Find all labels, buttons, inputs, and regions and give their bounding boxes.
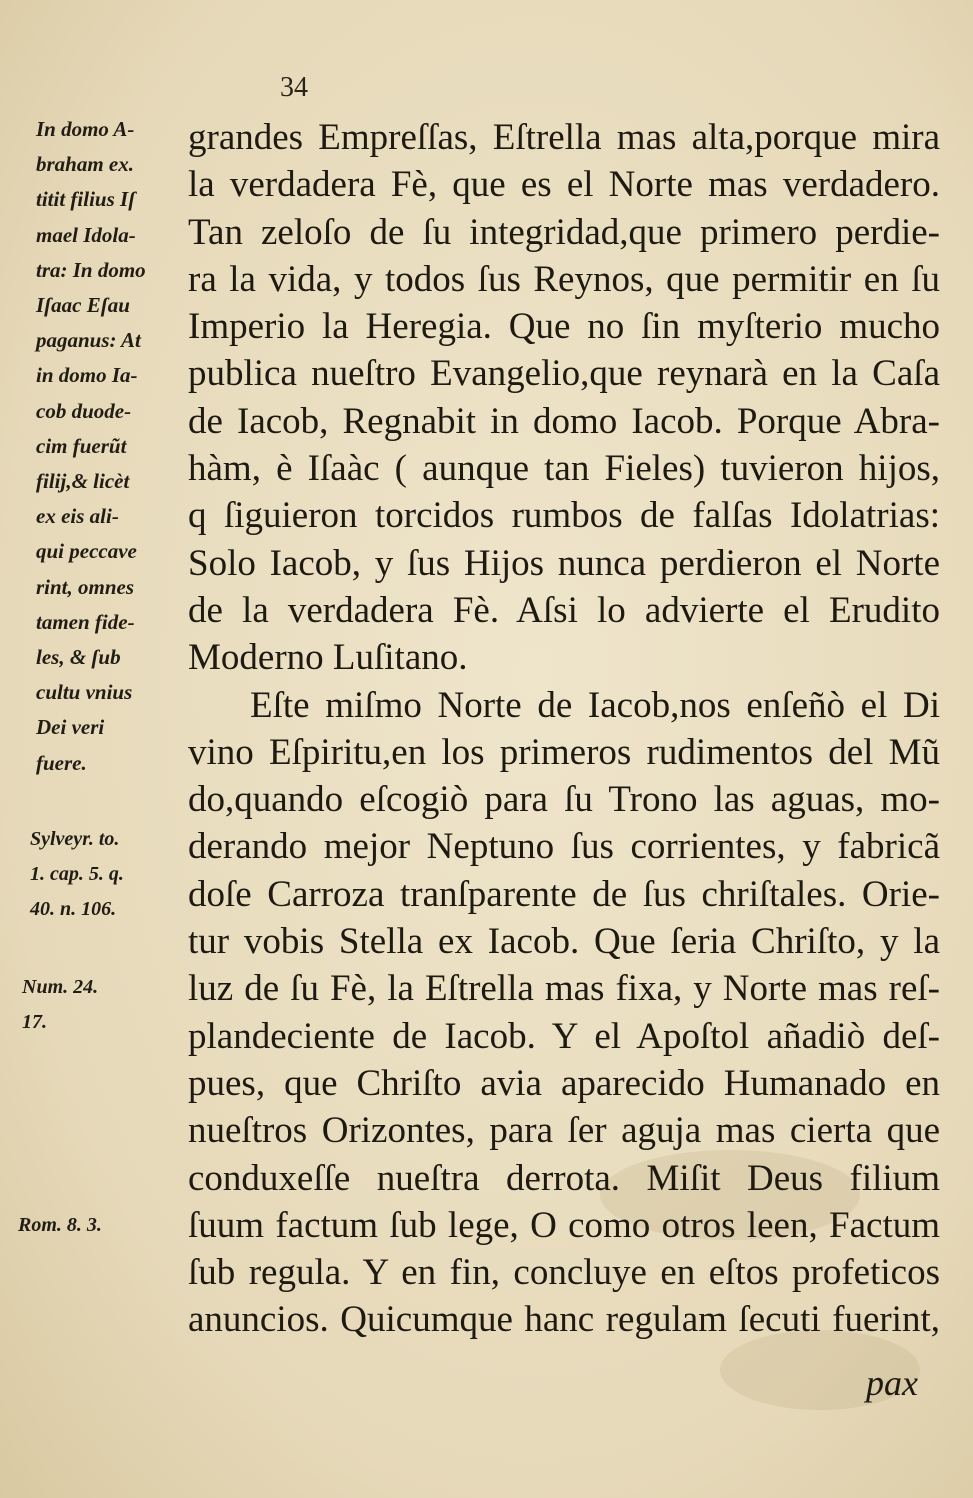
margin-line: Iſaac Eſau (36, 293, 130, 318)
text-line: q ſiguieron torcidos rumbos de falſas Idolatrias: (188, 495, 940, 537)
text-line: grandes Empreſſas, Eſtrella mas alta,porque mira (188, 117, 940, 158)
margin-line: qui peccave (36, 539, 137, 564)
margin-line: Num. 24. (22, 976, 99, 998)
margin-line: ex eis ali- (36, 504, 119, 529)
text-line: doſe Carroza tranſparente de ſus chriſtales. Orie- (188, 873, 940, 915)
text-line: vino Eſpiritu,en los primeros rudimentos del Mũ (188, 731, 940, 773)
text-line: conduxeſſe nueſtra derrota. Miſit Deus filium (188, 1157, 940, 1199)
margin-line: tra: In domo (36, 257, 146, 282)
margin-line: Dei veri (36, 715, 105, 740)
text-line: ra la vida, y todos ſus Reynos, que permitir en ſu (188, 258, 940, 300)
text-line: Imperio la Heregia. Que no ſin myſterio mucho (188, 306, 940, 348)
margin-line: fuere. (36, 750, 87, 775)
margin-line: cultu vnius (36, 680, 133, 705)
text-line: Solo Iacob, y ſus Hijos nunca perdieron el Norte (188, 542, 940, 584)
margin-note-genesis (36, 112, 186, 781)
margin-line: filij,& licèt (36, 469, 130, 494)
margin-line: mael Idola- (36, 222, 136, 247)
margin-line: les, & ſub (36, 645, 121, 670)
margin-line: 1. cap. 5. q. (30, 863, 124, 885)
margin-line: 40. n. 106. (30, 898, 117, 920)
text-line: do,quando eſcogiò para ſu Trono las aguas, mo- (188, 779, 940, 821)
margin-note-sylveyra (30, 822, 185, 927)
margin-line: In domo A- (36, 117, 135, 141)
text-line: derando mejor Neptuno ſus corrientes, y fabricã (188, 826, 940, 868)
text-line: Moderno Luſitano. (188, 637, 468, 679)
text-line: la verdadera Fè, que es el Norte mas verdadero. (188, 164, 940, 206)
text-line: luz de ſu Fè, la Eſtrella mas fixa, y Norte mas reſ- (188, 968, 940, 1010)
text-line: pues, que Chriſto avia aparecido Humanado en (188, 1062, 940, 1104)
margin-line: cob duode- (36, 398, 132, 423)
text-line: de Iacob, Regnabit in domo Iacob. Porque Abra- (188, 400, 940, 442)
margin-note-romanos: Rom. 8. 3. (18, 1214, 102, 1236)
text-line: publica nueſtro Evangelio,que reynarà en la Caſa (188, 353, 940, 395)
page-number: 34 (280, 72, 308, 103)
margin-line: tamen fide- (36, 609, 135, 634)
text-line: Tan zeloſo de ſu integridad,que primero perdie- (188, 211, 940, 253)
margin-line: Sylveyr. to. (30, 828, 120, 850)
margin-line: 17. (22, 1011, 47, 1033)
text-line: ſuum factum ſub lege, O como otros leen, Factum (188, 1204, 940, 1246)
margin-line: braham ex. (36, 152, 135, 177)
text-line: anuncios. Quicumque hanc regulam ſecuti fuerint, (188, 1299, 940, 1341)
text-line: hàm, è Iſaàc ( aunque tan Fieles) tuvieron hijos, (188, 448, 940, 490)
text-line: plandeciente de Iacob. Y el Apoſtol añadiò deſ- (188, 1015, 940, 1057)
main-text-block (188, 114, 940, 1344)
margin-line: paganus: At (36, 328, 141, 353)
text-line: Eſte miſmo Norte de Iacob,nos enſeñò el Di (250, 684, 940, 726)
margin-line: rint, omnes (36, 574, 135, 599)
text-line: ſub regula. Y en fin, concluye en eſtos profeticos (188, 1252, 940, 1294)
margin-line: in domo Ia- (36, 363, 138, 388)
margin-line: titit filius Iſ (36, 187, 136, 212)
text-line: nueſtros Orizontes, para ſer aguja mas cierta que (188, 1110, 940, 1152)
text-line: de la verdadera Fè. Aſsi lo advierte el Erudito (188, 589, 940, 631)
text-line: tur vobis Stella ex Iacob. Que ſeria Chriſto, y la (188, 921, 940, 963)
margin-note-numeri (22, 970, 182, 1040)
margin-line: cim fuerũt (36, 433, 127, 458)
catchword: pax (866, 1363, 918, 1403)
